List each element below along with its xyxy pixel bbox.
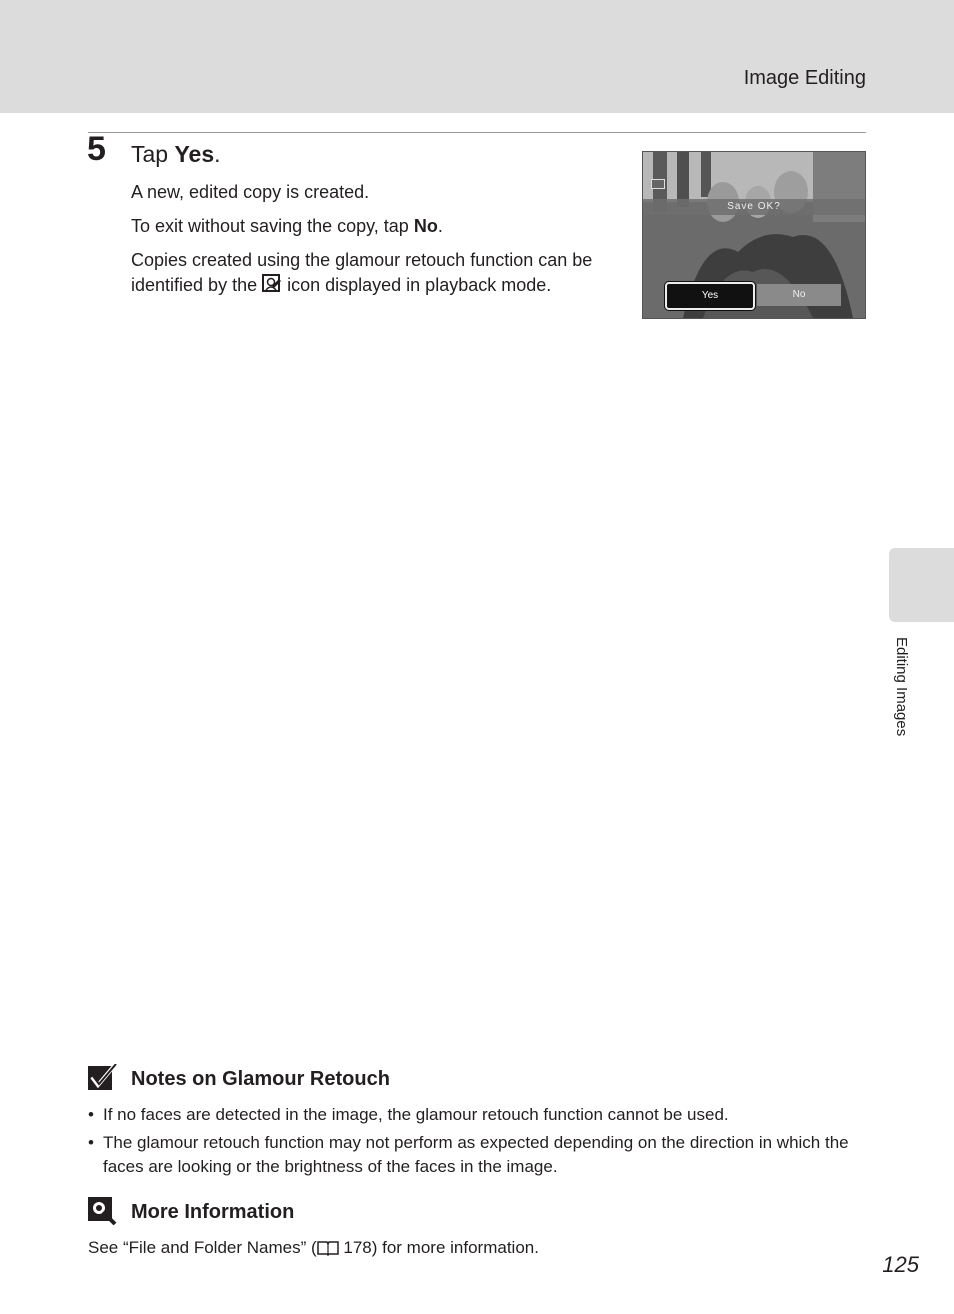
notes-list <box>88 1103 868 1183</box>
book-icon <box>317 1240 339 1261</box>
step-title <box>131 141 221 168</box>
list-item: • If no faces are detected in the image, the glamour retouch function cannot be used. <box>88 1103 868 1127</box>
page-number: 125 <box>882 1252 919 1277</box>
side-tab <box>889 548 954 622</box>
notes-title: Notes on Glamour Retouch <box>131 1068 390 1090</box>
yes-button[interactable]: Yes <box>665 282 755 310</box>
image-indicator-icon <box>651 179 665 189</box>
step-line-3-a: Copies created using the glamour retouch function can be identified by the <box>131 250 593 295</box>
more-info-title: More Information <box>131 1201 295 1223</box>
more-info-text-b: 178) for more information. <box>338 1238 539 1257</box>
glamour-retouch-icon <box>262 274 282 301</box>
step-line-2-suffix: . <box>437 216 443 236</box>
step-line-2-prefix: To exit without saving the copy, tap <box>131 216 414 236</box>
step-number: 5 <box>87 130 106 168</box>
header-band <box>0 0 954 113</box>
step-title-prefix: Tap <box>131 141 175 167</box>
step-line-2 <box>131 214 631 239</box>
checkmark-icon <box>88 1064 118 1097</box>
list-item: • The glamour retouch function may not perform as expected depending on the direction in which the faces are looking or the brightness of the faces in the image. <box>88 1131 868 1179</box>
divider <box>88 132 866 133</box>
step-line-2-bold: No <box>413 216 438 236</box>
magnifier-icon <box>88 1197 118 1230</box>
more-info-text <box>88 1238 539 1261</box>
step-line-1: A new, edited copy is created. <box>131 182 370 202</box>
step-line-3 <box>131 248 631 301</box>
step-line-3-b: icon displayed in playback mode. <box>282 275 552 295</box>
more-info-text-a: See “File and Folder Names” ( <box>88 1238 317 1257</box>
step-title-suffix: . <box>214 141 221 167</box>
no-button[interactable]: No <box>757 284 841 306</box>
section-title: Image Editing <box>743 67 866 89</box>
save-prompt: Save OK? <box>643 199 865 215</box>
side-tab-label: Editing Images <box>893 637 910 737</box>
camera-screen <box>642 151 866 319</box>
step-title-bold: Yes <box>174 141 215 167</box>
